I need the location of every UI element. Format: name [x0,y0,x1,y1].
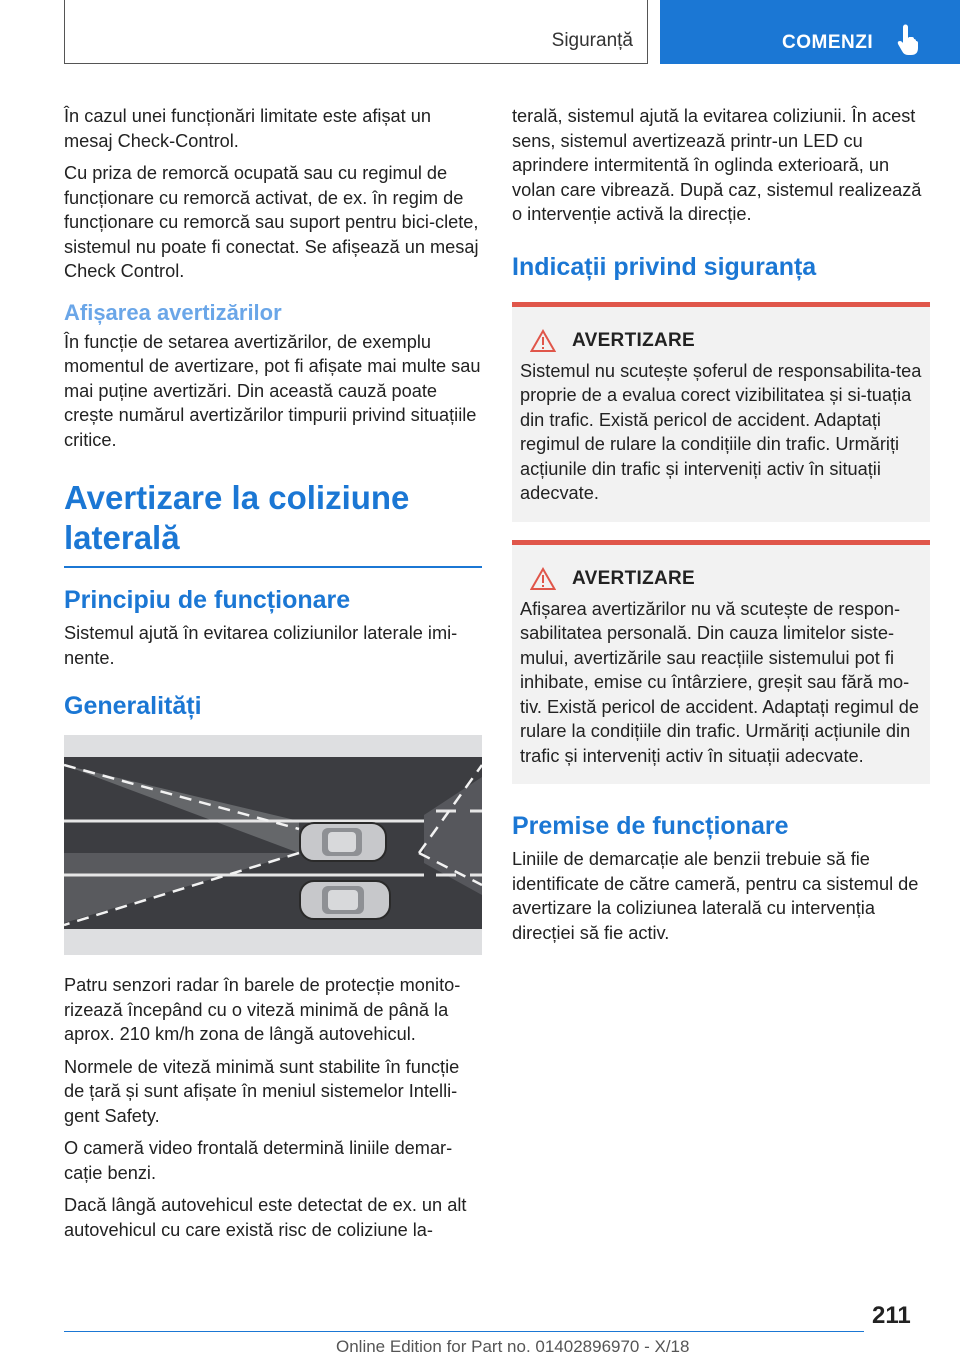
warning-title: AVERTIZARE [572,329,695,351]
paragraph: Liniile de demarcație ale benzii trebuie să fie identificate de către cameră, pentru ca sistemul de avertizare la coliziunea laterală cu intervenția direcției să fie activ. [512,849,919,943]
warning-box [512,302,930,522]
title-divider [64,566,482,568]
warning-header [520,329,924,353]
warning-triangle-icon [530,329,556,353]
paragraph: Cu priza de remorcă ocupată sau cu regimul de funcționare cu remorcă activat, de ex. în regim de funcționare cu remorcă sau suport pentru bici-clete, sistemul nu poate fi conectat. Se afișează un mesaj Check Control. [64,163,479,281]
warning-triangle-icon [530,567,556,591]
paragraph: O cameră video frontală determină liniile demar-cație benzi. [64,1138,453,1183]
left-column [64,104,482,1250]
paragraph: În funcție de setarea avertizărilor, de exemplu momentul de avertizare, pot fi afișate mai multe sau mai puține avertizări. Din această cauză poate crește numărul avertizărilor timpurii privind situațiile critice. [64,331,481,450]
road-diagram [64,735,482,955]
heading-indicatii-siguranta: Indicații privind siguranța [512,252,817,281]
header-section-box [64,0,648,64]
car-icon [300,881,390,919]
warning-header [520,567,924,591]
heading-premise: Premise de funcționare [512,812,789,840]
paragraph: Dacă lângă autovehicul este detectat de ex. un alt autovehicul cu care există risc de coliziune la- [64,1195,467,1240]
heading-principiu: Principiu de funcționare [64,586,351,614]
warning-text: Sistemul nu scutește șoferul de responsabilita-tea proprie de a evalua corect vizibilitatea și si-tuația din trafic. Există pericol de accident. Adaptați regimul de rulare la condițiile din trafic. Urmăriți acțiunile din trafic și interveniți activ în situații adecvate. [520,360,922,503]
header-tab-label: COMENZI [782,32,874,53]
warning-title: AVERTIZARE [572,567,695,589]
paragraph: terală, sistemul ajută la evitarea coliziunii. În acest sens, sistemul avertizează printr-un LED cu aprindere intermitentă în oglinda exterioară, un volan care vibrează. După caz, sistemul realizează o intervenție activă la direcție. [512,106,922,224]
warning-text: Afișarea avertizărilor nu vă scutește de respon-sabilitatea personală. Din cauza limitelor siste-mului, avertizările sau reacțiile sistemului pot fi inhibate, emise cu întârziere, greșit sau fără mo-tiv. Există pericol de accident. Adaptați regimul de rulare la condițiile din trafic. Urmăriți acțiunile din trafic și interveniți activ în situații adecvate. [520,598,919,766]
footer-divider [64,1331,864,1332]
heading-afisarea-avertizarilor: Afișarea avertizărilor [64,299,282,325]
paragraph: Patru senzori radar în barele de protecție monito-rizează începând cu o viteză minimă de până la aprox. 210 km/h zona de lângă autovehicul. [64,975,461,1044]
footer-edition: Online Edition for Part no. 01402896970 - X/18 [336,1337,690,1356]
paragraph: Normele de viteză minimă sunt stabilite în funcție de țară și sunt afișate în meniul sistemelor Intelli-gent Safety. [64,1056,460,1126]
page-title-line-2: laterală [64,519,180,556]
hand-pointer-icon [896,24,922,56]
header-section-title: Siguranță [551,30,633,51]
warning-box [512,540,930,785]
heading-generalitati: Generalități [64,692,202,720]
page-title-line-1: Avertizare la coliziune [64,479,410,516]
illustration-side-collision-radar [64,735,482,955]
paragraph: Sistemul ajută în evitarea coliziunilor laterale imi-nente. [64,623,458,668]
page-title [64,478,482,558]
car-icon [300,823,386,861]
right-column [512,104,930,953]
page-number: 211 [872,1302,911,1329]
paragraph: În cazul unei funcționări limitate este afișat un mesaj Check-Control. [64,106,431,151]
header-tab-comenzi[interactable] [660,0,960,64]
